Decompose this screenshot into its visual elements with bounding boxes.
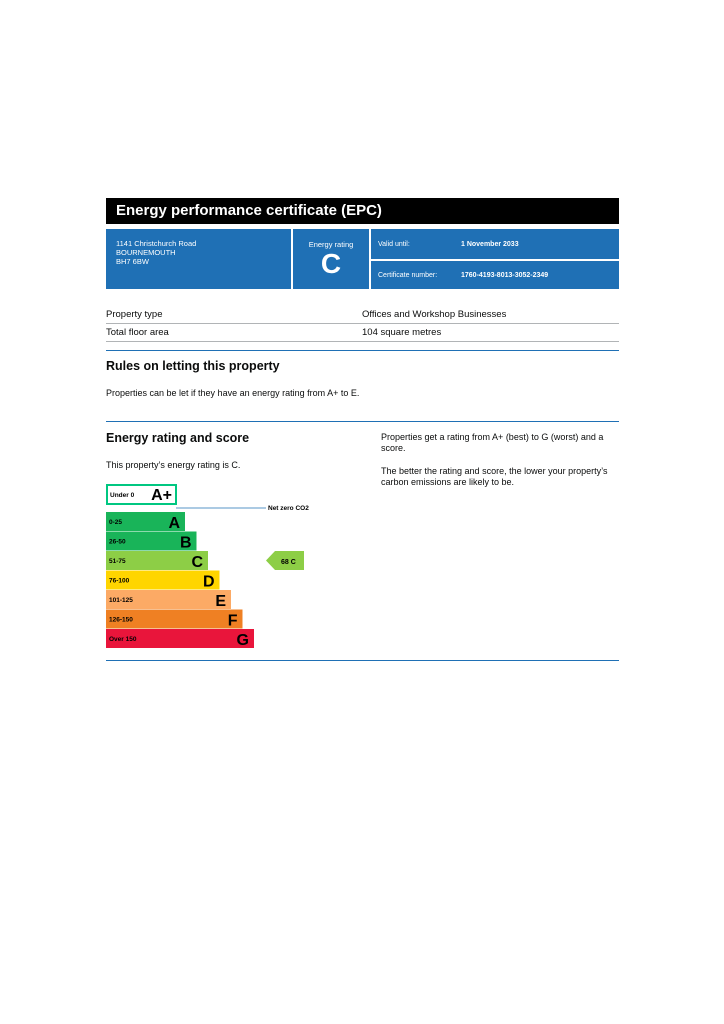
band-c-range: 51-75 [109,558,126,565]
property-details-table [106,306,619,342]
letting-text: Properties can be let if they have an energy rating from A+ to E. [106,388,360,398]
band-e-letter: E [215,593,226,610]
band-f-letter: F [227,612,238,630]
energy-side-text-2-line-2: carbon emissions are likely to be. [381,477,515,487]
property-type-label: Property type [106,309,163,320]
energy-rating-chart-svg [106,484,316,650]
current-rating-label: 68 C [281,559,296,566]
valid-until-value: 1 November 2033 [461,241,519,248]
band-aplus-letter: A+ [151,487,172,504]
property-type-row [106,306,619,324]
address-line-2: BOURNEMOUTH [116,248,176,257]
valid-until-label: Valid until: [378,241,410,248]
band-b-range: 26-50 [109,538,126,546]
valid-until-box [371,229,619,259]
band-b-letter: B [179,534,192,552]
certificate-number-value: 1760-4193-8013-3052-2349 [461,272,549,279]
energy-text: This property’s energy rating is C. [106,460,241,470]
page-title: Energy performance certificate (EPC) [106,198,619,224]
section-divider [106,660,619,661]
section-divider [106,350,619,351]
energy-rating-chart [106,484,316,650]
band-e-range: 101-125 [109,597,133,604]
energy-side-text-1 [381,432,603,454]
certificate-number-label: Certificate number: [378,272,438,279]
address-line-3: BH7 6BW [116,257,149,266]
letting-heading: Rules on letting this property [106,359,280,373]
energy-heading: Energy rating and score [106,431,250,445]
section-divider [106,421,619,422]
band-g-letter: G [236,632,249,649]
floor-area-label: Total floor area [106,327,169,338]
certificate-number-box [371,261,619,289]
band-d-letter: D [202,573,215,591]
band-a-letter: A [168,515,180,532]
floor-area-value: 104 square metres [362,327,442,338]
band-f-range: 126-150 [109,616,133,624]
property-type-value: Offices and Workshop Businesses [362,309,507,320]
band-aplus-range: Under 0 [110,492,135,499]
address-line-1: 1141 Christchurch Road [116,239,197,248]
band-d-range: 76-100 [109,577,130,585]
floor-area-row [106,324,619,342]
energy-side-text-1-line-2: score. [381,443,406,453]
net-zero-label: Net zero CO2 [268,505,309,512]
energy-side-text-1-line-1: Properties get a rating from A+ (best) to G (worst) and a [381,432,604,442]
energy-rating-value: C [320,248,342,279]
summary-panel [106,229,619,289]
energy-side-text-2-line-1: The better the rating and score, the lower your property’s [381,466,608,476]
energy-rating-label: Energy rating [308,240,354,249]
band-g-range: Over 150 [109,636,137,643]
energy-side-text-2 [381,466,607,488]
band-c-letter: C [191,554,203,571]
energy-rating-box [293,229,369,289]
band-a-range: 0-25 [109,519,123,526]
address-block [106,229,291,289]
